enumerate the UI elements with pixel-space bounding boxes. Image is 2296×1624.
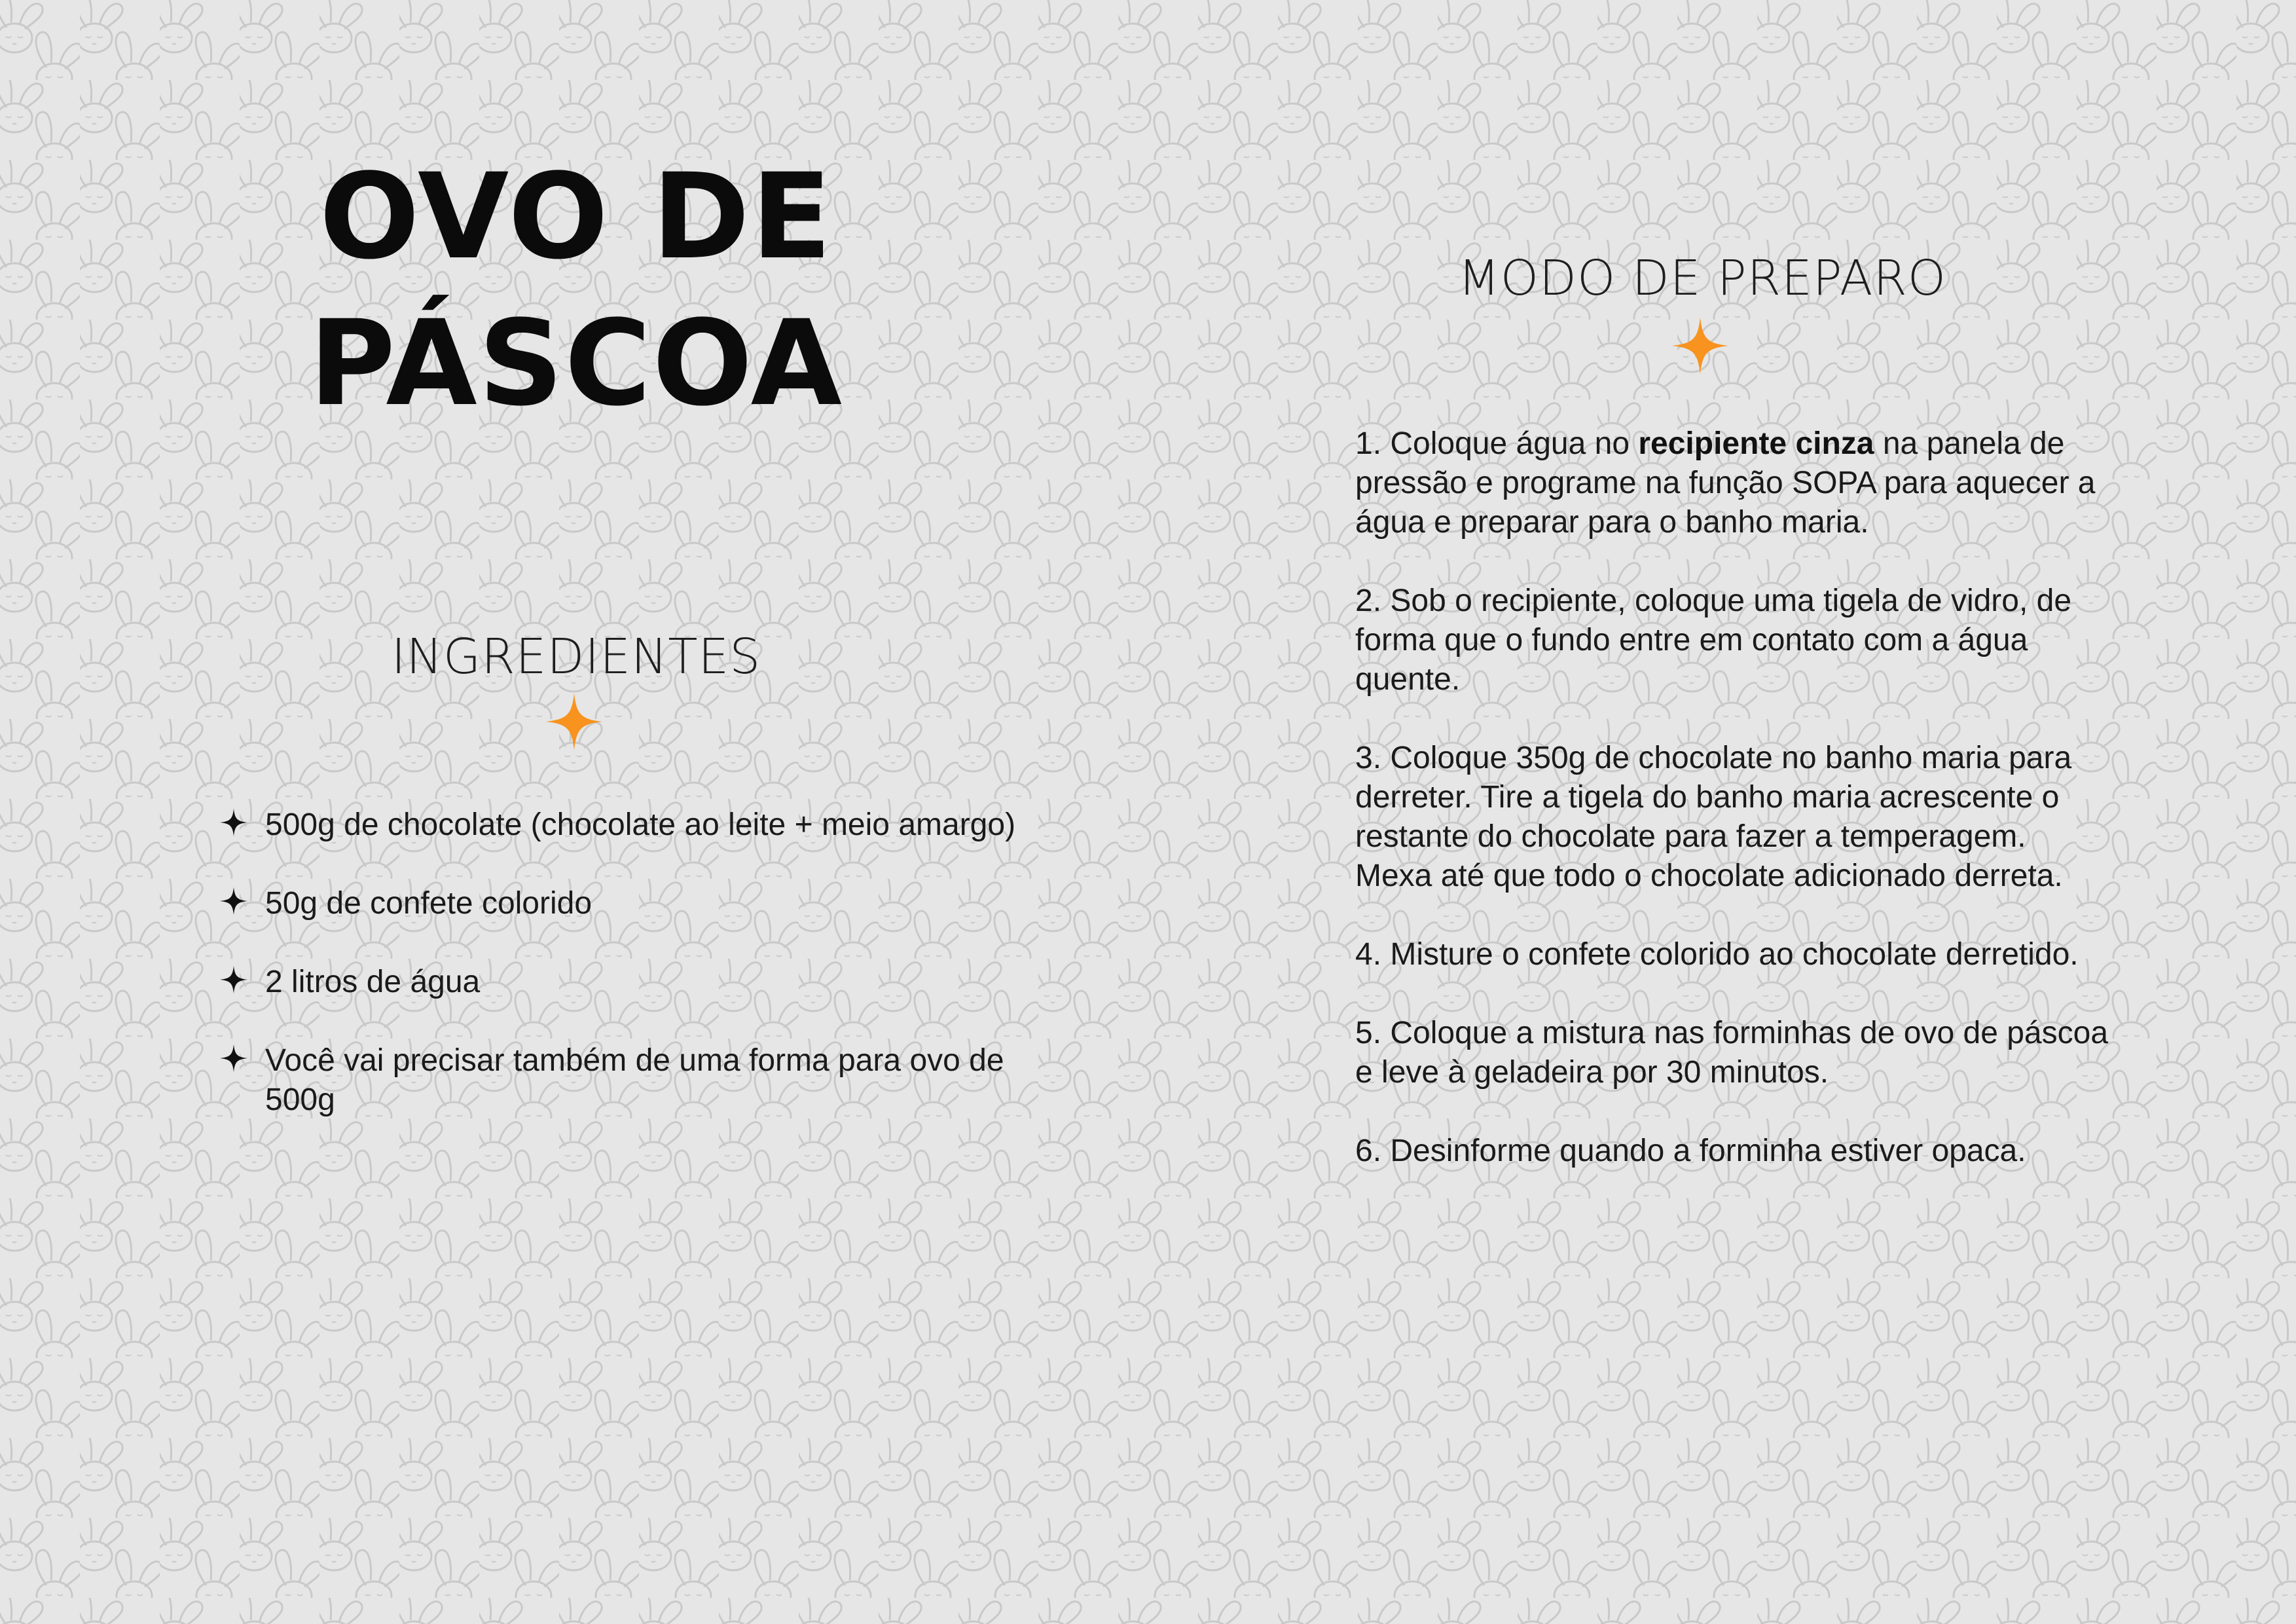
method-heading: MODO DE PREPARO — [1457, 250, 1947, 306]
ingredient-text: 2 litros de água — [265, 965, 481, 999]
method-step-5: 5. Coloque a mistura nas forminhas de ovo de páscoa e leve à geladeira por 30 minutos. — [1355, 1016, 2109, 1090]
recipe-title — [216, 144, 936, 437]
method-step-2: 2. Sob o recipiente, coloque uma tigela de vidro, de forma que o fundo entre em contato com a água quente. — [1355, 583, 2072, 697]
step-1-text-start: 1. Coloque água no — [1355, 426, 1639, 461]
method-step-3: 3. Coloque 350g de chocolate no banho maria para derreter. Tire a tigela do banho maria acrescente o restante do chocolate para fazer a temperagem. Mexa até que todo o chocolate adicionado derreta. — [1355, 741, 2072, 893]
ingredient-item — [219, 1041, 1025, 1120]
step-1-text-end: na panela de pressão e programe na função SOPA para aquecer a água e preparar para o banho maria. — [1355, 426, 2096, 540]
black-sparkle-icon — [219, 887, 248, 915]
method-steps — [1355, 424, 2108, 1210]
ingredients-list — [219, 805, 1025, 1159]
method-step-1 — [1355, 424, 2108, 542]
recipe-title-line-1: OVO DE — [319, 149, 833, 286]
recipe-title-line-2: PÁSCOA — [309, 295, 843, 432]
ingredient-text: 500g de chocolate (chocolate ao leite + meio amargo) — [265, 807, 1016, 842]
ingredient-item — [219, 963, 1025, 1002]
ingredient-text: 50g de confete colorido — [265, 886, 592, 921]
method-step-4: 4. Misture o confete colorido ao chocolate derretido. — [1355, 937, 2079, 972]
black-sparkle-icon — [219, 965, 248, 994]
ingredient-item — [219, 805, 1025, 845]
ingredients-heading: INGREDIENTES — [391, 629, 761, 685]
black-sparkle-icon — [219, 1044, 248, 1073]
orange-sparkle-icon — [1671, 316, 1730, 375]
ingredient-text: Você vai precisar também de uma forma para ovo de 500g — [265, 1043, 1004, 1117]
method-step-6: 6. Desinforme quando a forminha estiver opaca. — [1355, 1134, 2026, 1168]
ingredient-item — [219, 884, 1025, 923]
black-sparkle-icon — [219, 808, 248, 837]
step-1-bold-text: recipiente cinza — [1638, 426, 1874, 461]
orange-sparkle-icon — [545, 692, 604, 751]
